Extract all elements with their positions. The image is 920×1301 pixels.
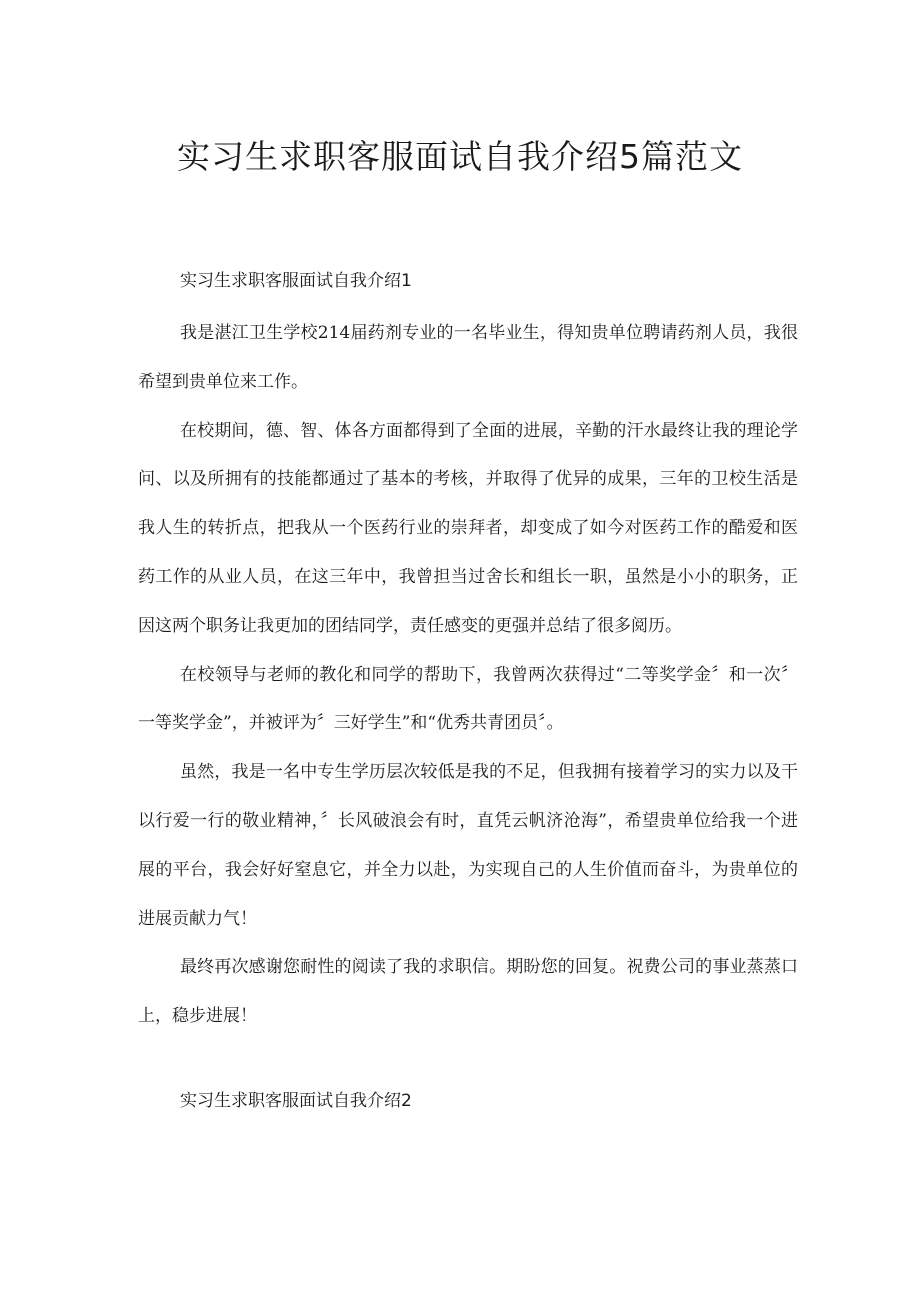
paragraph-4: 虽然，我是一名中专生学历层次较低是我的不足，但我拥有接着学习的实力以及干以行爱一行的敬业精神，〞长风破浪会有时，直凭云帆济沧海”，希望贵单位给我一个进展的平台，我会好好窒息它，并全力以赴，为实现自己的人生价值而奋斗，为贵单位的进展贡献力气！: [138, 762, 798, 929]
document-body: [138, 263, 798, 1119]
paragraph-2: 在校期间，德、智、体各方面都得到了全面的进展，辛勤的汗水最终让我的理论学问、以及所拥有的技能都通过了基本的考核，并取得了优异的成果，三年的卫校生活是我人生的转折点，把我从一个医药行业的崇拜者，却变成了如今对医药工作的酷爱和医药工作的从业人员，在这三年中，我曾担当过舍长和组长一职，虽然是小小的职务，正因这两个职务让我更加的团结同学，责任感变的更强并总结了很多阅历。: [138, 420, 798, 636]
document-title: 实习生求职客服面试自我介绍5篇范文: [177, 137, 743, 176]
paragraph-5: 最终再次感谢您耐性的阅读了我的求职信。期盼您的回复。祝费公司的事业蒸蒸口上，稳步进展！: [138, 957, 798, 1027]
paragraph-3: 在校领导与老师的教化和同学的帮助下，我曾两次获得过“二等奖学金〞和一次〞一等奖学金”，并被评为〞三好学生”和“优秀共青团员〞。: [138, 664, 798, 734]
paragraph-1: 我是湛江卫生学校214届药剂专业的一名毕业生，得知贵单位聘请药剂人员，我很希望到贵单位来工作。: [138, 323, 798, 392]
section-heading-1: 实习生求职客服面试自我介绍1: [180, 271, 412, 291]
section-heading-2: 实习生求职客服面试自我介绍2: [180, 1090, 412, 1111]
